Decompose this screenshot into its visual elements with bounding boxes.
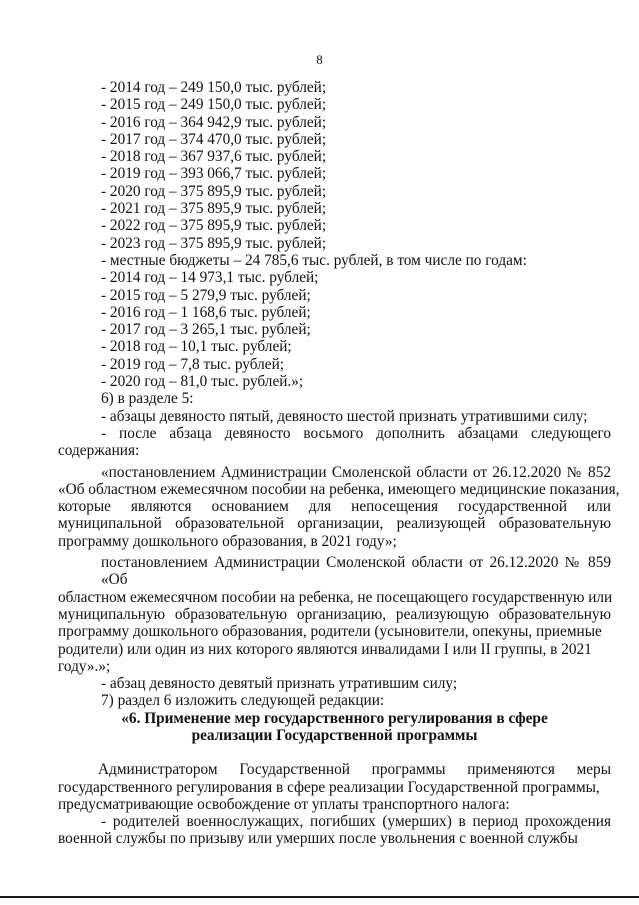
text-line: родители) или один из них которого являются инвалидами I или II группы, в 2021 (58, 640, 592, 658)
text-line: - 2016 год – 364 942,9 тыс. рублей; (101, 113, 327, 131)
text-line: «Об областном ежемесячном пособии на ребенка, имеющего медицинские показания, (58, 480, 620, 498)
text-line: - 2018 год – 10,1 тыс. рублей; (101, 338, 292, 356)
text-line: 6) в разделе 5: (101, 390, 194, 408)
section-heading: реализации Государственной программы (191, 726, 478, 744)
text-line: - местные бюджеты – 24 785,6 тыс. рублей, в том числе по годам: (101, 251, 527, 269)
text-line: - 2017 год – 3 265,1 тыс. рублей; (101, 321, 311, 339)
text-line: военной службы по призыву или умерших после увольнения с военной службы (58, 830, 578, 848)
text-line: - 2019 год – 393 066,7 тыс. рублей; (101, 165, 327, 183)
text-line: - 2017 год – 374 470,0 тыс. рублей; (101, 130, 327, 148)
text-line: «постановлением Администрации Смоленской области от 26.12.2020 № 852 (101, 463, 611, 481)
text-line: - абзац девяносто девятый признать утратившим силу; (101, 675, 458, 693)
text-line: муниципальной образовательной организации, реализующей образовательную (58, 515, 611, 533)
text-line: - 2018 год – 367 937,6 тыс. рублей; (101, 148, 327, 166)
text-line: которые являются основанием для непосещения государственной или (58, 498, 611, 516)
text-line: - 2020 год – 81,0 тыс. рублей.»; (101, 373, 304, 391)
text-line: областном ежемесячном пособии на ребенка, не посещающего государственную или (58, 588, 613, 606)
text-line: - 2016 год – 1 168,6 тыс. рублей; (101, 303, 311, 321)
text-line: предусматривающие освобождение от уплаты транспортного налога: (58, 795, 510, 813)
text-line: Администратором Государственной программы применяются меры (98, 761, 611, 779)
text-line: году».»; (58, 657, 111, 675)
text-line: - абзацы девяносто пятый, девяносто шестой признать утратившими силу; (101, 407, 588, 425)
page-number: 8 (316, 52, 323, 67)
text-line: программу дошкольного образования, в 2021 году»; (58, 532, 397, 550)
text-line: - 2021 год – 375 895,9 тыс. рублей; (101, 200, 327, 218)
text-line: 7) раздел 6 изложить следующей редакции: (101, 692, 385, 710)
text-line: - 2019 год – 7,8 тыс. рублей; (101, 355, 285, 373)
section-heading: «6. Применение мер государственного регулирования в сфере (121, 709, 548, 727)
text-line: - 2022 год – 375 895,9 тыс. рублей; (101, 217, 327, 235)
text-line: - 2020 год – 375 895,9 тыс. рублей; (101, 182, 327, 200)
text-line: содержания: (58, 442, 140, 460)
text-line: - 2015 год – 249 150,0 тыс. рублей; (101, 96, 327, 114)
text-line: постановлением Администрации Смоленской области от 26.12.2020 № 859 «Об (101, 554, 611, 589)
text-line: - 2023 год – 375 895,9 тыс. рублей; (101, 234, 327, 252)
text-line: государственного регулирования в сфере реализации Государственной программы, (58, 778, 600, 796)
text-line: - после абзаца девяносто восьмого дополнить абзацами следующего (101, 424, 611, 442)
text-line: - родителей военнослужащих, погибших (умерших) в период прохождения (101, 813, 611, 831)
text-line: муниципальную образовательную организацию, реализующую образовательную (58, 605, 611, 623)
scan-edge-line (0, 896, 639, 898)
body-text (58, 79, 620, 848)
text-line: - 2014 год – 14 973,1 тыс. рублей; (101, 269, 319, 287)
text-line: - 2015 год – 5 279,9 тыс. рублей; (101, 286, 311, 304)
text-line: программу дошкольного образования, родители (усыновители, опекуны, приемные (58, 623, 602, 641)
text-line: - 2014 год – 249 150,0 тыс. рублей; (101, 79, 327, 96)
